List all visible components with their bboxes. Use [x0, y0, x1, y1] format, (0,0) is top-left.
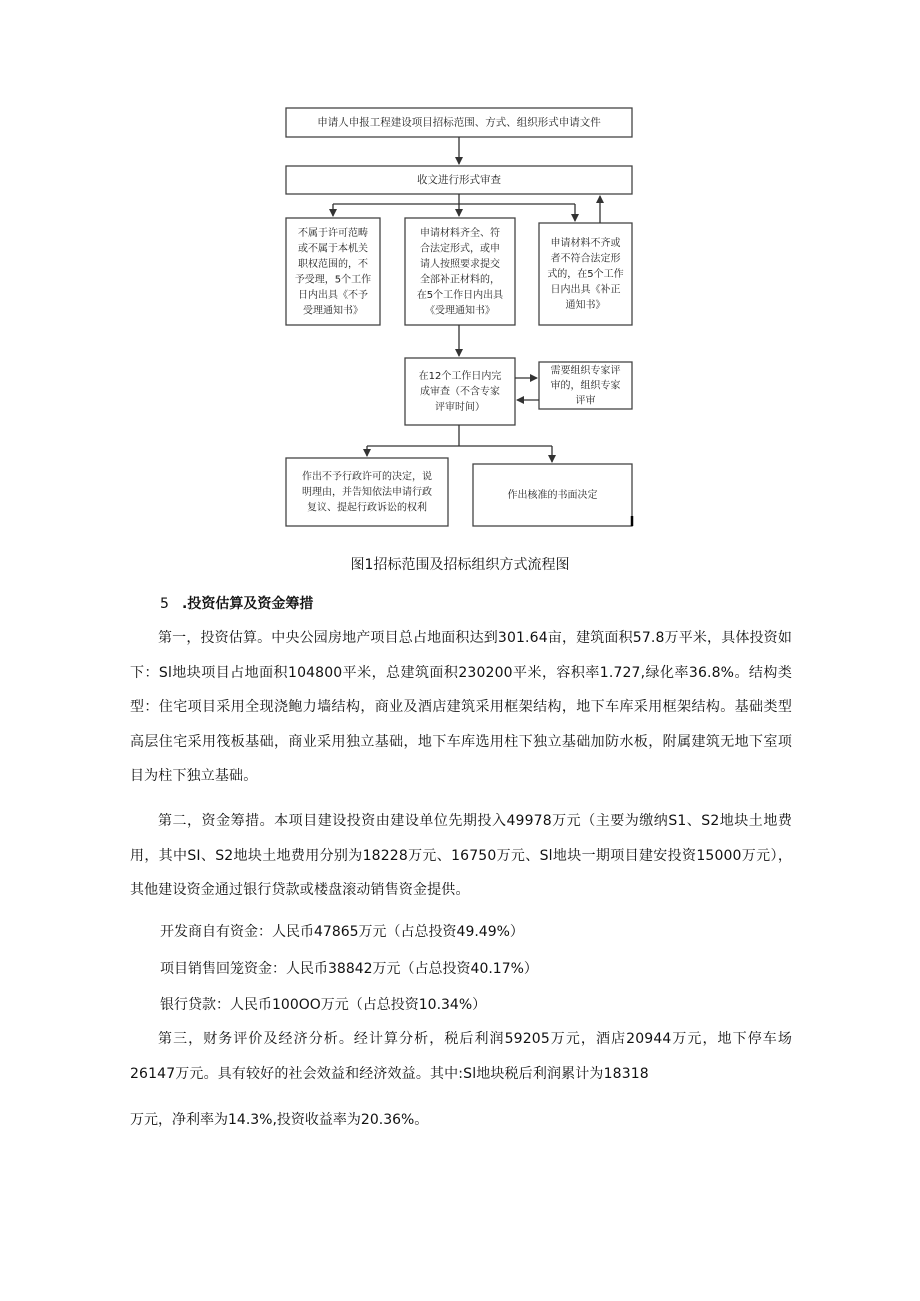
- node-accept-label-line: 《受理通知书》: [425, 305, 495, 317]
- node-supplement-label-line: 通知书》: [565, 300, 606, 311]
- node-reject-label-line: 日内出具《不予: [298, 289, 368, 301]
- financing-item-sales: 项目销售回笼资金：人民币38842万元（占总投资40.17%）: [160, 961, 538, 977]
- section-heading: [160, 595, 313, 613]
- section-number: 5: [160, 596, 169, 612]
- financing-item-own-funds: 开发商自有资金：人民币47865万元（占总投资49.49%）: [160, 924, 524, 940]
- section-title: .投资估算及资金筹措: [182, 596, 314, 612]
- paragraph-financing: 第二，资金筹措。本项目建设投资由建设单位先期投入49978万元（主要为缴纳S1、S2地块土地费用，其中SI、S2地块土地费用分别为18228万元、16750万元、Sl地块一期项目建安投资15000万元），其他建设资金通过银行贷款或楼盘滚动销售资金提供。: [130, 813, 792, 898]
- flowchart-diagram: [0, 0, 920, 540]
- node-examine-label-line: 在12个工作日内完: [418, 371, 502, 382]
- node-reject-label-line: 或不属于本机关: [298, 243, 368, 255]
- node-accept-label-line: 申请材料齐全、符: [420, 227, 500, 239]
- node-examine-label-line: 评审时间）: [435, 402, 485, 413]
- node-supplement-label-line: 者不符合法定形: [550, 253, 621, 265]
- node-deny-label-line: 作出不予行政许可的决定，说: [302, 471, 432, 483]
- node-accept-label-line: 请人按照要求提交: [420, 258, 500, 270]
- node-submit-label-line: 申请人申报工程建设项目招标范围、方式、组织形式申请文件: [317, 116, 601, 129]
- paragraph-financial-evaluation: 第三，财务评价及经济分析。经计算分析，税后利润59205万元，酒店20944万元，地下停车场26147万元。具有较好的社会效益和经济效益。其中:Sl地块税后利润累计为18318: [130, 1031, 792, 1082]
- node-supplement-label-line: 申请材料不齐或: [550, 238, 621, 249]
- paragraph-financial-evaluation-end: 万元，净利率为14.3%,投资收益率为20.36%。: [130, 1112, 429, 1128]
- node-accept-label-line: 全部补正材料的，: [420, 274, 500, 286]
- node-supplement-label-line: 式的，在5个工作: [547, 269, 624, 280]
- node-expert-label-line: 评审: [575, 395, 596, 407]
- node-reject-label-line: 予受理，5个工作: [294, 274, 372, 286]
- node-reject-label-line: 受理通知书》: [303, 305, 363, 317]
- node-deny-label-line: 复议、提起行政诉讼的权利: [307, 502, 427, 514]
- node-reject-label-line: 不属于许可范畴: [298, 227, 368, 239]
- node-review-label-line: 收文进行形式审查: [417, 174, 501, 186]
- node-accept-label-line: 在5个工作日内出具: [416, 289, 504, 301]
- node-supplement-label-line: 日内出具《补正: [550, 284, 621, 296]
- node-deny-label-line: 明理由，并告知依法申请行政: [302, 487, 432, 498]
- node-expert-label-line: 审的，组织专家: [550, 380, 621, 392]
- node-examine-label-line: 成审查（不含专家: [420, 386, 500, 398]
- node-accept-label-line: 合法定形式，或申: [420, 243, 500, 255]
- node-approve-label-line: 作出核准的书面决定: [507, 490, 598, 501]
- figure-caption: 图1招标范围及招标组织方式流程图: [350, 557, 570, 573]
- node-expert-label-line: 需要组织专家评: [550, 365, 621, 377]
- paragraph-investment-estimate: 第一，投资估算。中央公园房地产项目总占地面积达到301.64亩，建筑面积57.8万平米，具体投资如下：Sl地块项目占地面积104800平米，总建筑面积230200平米，容积率1.727,绿化率36.8%。结构类型：住宅项目采用全现浇鲍力墙结构，商业及酒店建筑采用框架结构，地下车库采用框架结构。基础类型 高层住宅采用筏板基础，商业采用独立基础，地下车库选用柱下独立基础加防水板，附属建筑无地下室项目为柱下独立基础。: [130, 630, 792, 784]
- node-reject-label-line: 职权范围的，不: [298, 258, 368, 270]
- financing-item-bank-loan: 银行贷款：人民币100OO万元（占总投资10.34%）: [160, 997, 487, 1013]
